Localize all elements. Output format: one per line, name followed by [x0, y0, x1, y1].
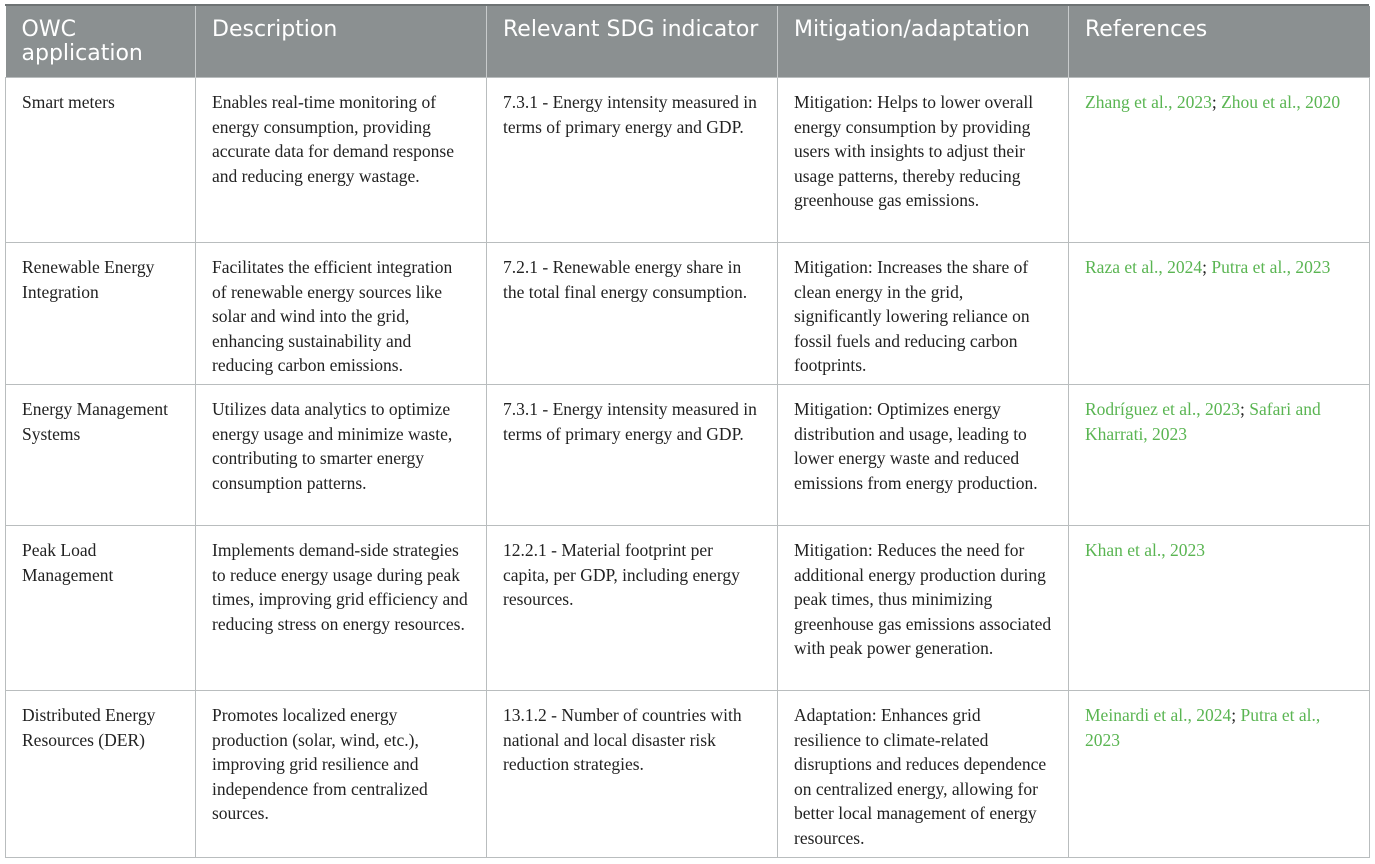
cell-application: Energy Management Systems	[6, 384, 196, 525]
reference-link[interactable]: Raza et al., 2024	[1085, 257, 1203, 277]
header-owc-application: OWC application	[6, 6, 196, 78]
cell-sdg: 7.3.1 - Energy intensity measured in terms of primary energy and GDP.	[487, 78, 778, 243]
cell-mitigation: Mitigation: Reduces the need for additional energy production during peak times, thus minimizing greenhouse gas emissions associated with peak power generation.	[778, 525, 1069, 690]
cell-application: Smart meters	[6, 78, 196, 243]
cell-mitigation: Mitigation: Increases the share of clean energy in the grid, significantly lowering reliance on fossil fuels and reducing carbon footprints.	[778, 243, 1069, 385]
cell-description: Enables real-time monitoring of energy consumption, providing accurate data for demand response and reducing energy wastage.	[196, 78, 487, 243]
cell-application: Peak Load Management	[6, 525, 196, 690]
cell-sdg: 12.2.1 - Material footprint per capita, per GDP, including energy resources.	[487, 525, 778, 690]
owc-applications-table	[5, 6, 1370, 858]
cell-sdg: 13.1.2 - Number of countries with national and local disaster risk reduction strategies.	[487, 690, 778, 857]
header-mitigation-adaptation: Mitigation/adaptation	[778, 6, 1069, 78]
reference-link[interactable]: Meinardi et al., 2024	[1085, 704, 1232, 725]
cell-description: Implements demand-side strategies to reduce energy usage during peak times, improving grid efficiency and reducing stress on energy resources.	[196, 525, 487, 690]
table-row	[6, 525, 1370, 690]
cell-mitigation: Mitigation: Optimizes energy distribution and usage, leading to lower energy waste and reduced emissions from energy production.	[778, 384, 1069, 525]
table-row	[6, 78, 1370, 243]
cell-sdg: 7.2.1 - Renewable energy share in the total final energy consumption.	[487, 243, 778, 385]
header-sdg-indicator: Relevant SDG indicator	[487, 6, 778, 78]
header-row	[6, 6, 1370, 78]
table-row	[6, 690, 1370, 857]
cell-mitigation: Mitigation: Helps to lower overall energy consumption by providing users with insights to adjust their usage patterns, thereby reducing greenhouse gas emissions.	[778, 78, 1069, 243]
cell-description: Facilitates the efficient integration of renewable energy sources like solar and wind into the grid, enhancing sustainability and reducing carbon emissions.	[196, 243, 487, 385]
cell-description: Promotes localized energy production (solar, wind, etc.), improving grid resilience and independence from centralized sources.	[196, 690, 487, 857]
reference-link[interactable]: Zhang et al., 2023	[1085, 92, 1212, 112]
reference-link[interactable]: Zhou et al., 2020	[1221, 92, 1341, 112]
header-description: Description	[196, 6, 487, 78]
reference-link[interactable]: Putra et al., 2023	[1211, 257, 1331, 277]
cell-references: Rodríguez et al., 2023; Safari and Kharrati, 2023	[1069, 384, 1370, 525]
reference-link[interactable]: Rodríguez et al., 2023	[1085, 398, 1241, 419]
cell-mitigation: Adaptation: Enhances grid resilience to climate-related disruptions and reduces dependence on centralized energy, allowing for better local management of energy resources.	[778, 690, 1069, 857]
cell-sdg: 7.3.1 - Energy intensity measured in terms of primary energy and GDP.	[487, 384, 778, 525]
cell-references: Meinardi et al., 2024; Putra et al., 2023	[1069, 690, 1370, 857]
reference-link[interactable]: Putra et al., 2023	[1085, 704, 1321, 750]
table-row	[6, 384, 1370, 525]
reference-link[interactable]: Safari and Kharrati, 2023	[1085, 398, 1321, 444]
cell-references: Raza et al., 2024; Putra et al., 2023	[1069, 243, 1370, 385]
cell-application: Renewable Energy Integration	[6, 243, 196, 385]
cell-references	[1069, 525, 1370, 690]
cell-references: Zhang et al., 2023; Zhou et al., 2020	[1069, 78, 1370, 243]
table-row	[6, 243, 1370, 385]
header-references: References	[1069, 6, 1370, 78]
cell-description: Utilizes data analytics to optimize energy usage and minimize waste, contributing to smarter energy consumption patterns.	[196, 384, 487, 525]
cell-application: Distributed Energy Resources (DER)	[6, 690, 196, 857]
reference-link[interactable]: Khan et al., 2023	[1085, 539, 1206, 560]
table-container	[5, 6, 1369, 858]
